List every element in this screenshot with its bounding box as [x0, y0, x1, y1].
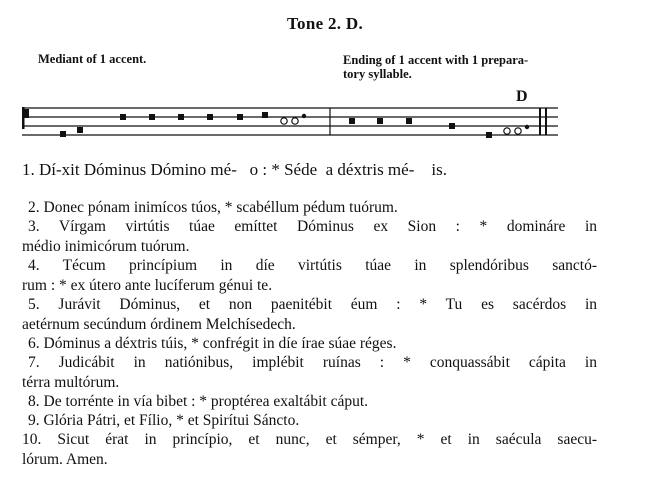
verse-line: 7. Judicábit in natiónibus, implébit ruínas : * conquassábit cápita in	[28, 354, 597, 371]
note	[178, 114, 184, 120]
note	[237, 114, 243, 120]
verse-6	[22, 334, 597, 354]
verse-line: médio inimicórum tuórum.	[22, 238, 190, 255]
verse-line: rum : * ex útero ante lucíferum génui te.	[22, 277, 273, 294]
note	[281, 118, 287, 124]
chant-staff	[0, 100, 650, 150]
note	[149, 114, 155, 120]
verse-line: 3. Vírgam virtútis túae emíttet Dóminus ex Sion : * domináre in	[28, 218, 597, 235]
note	[504, 128, 510, 134]
clef-icon	[22, 107, 25, 129]
note	[486, 132, 492, 138]
note	[302, 114, 306, 118]
note	[525, 125, 529, 129]
verse-line: térra multórum.	[22, 374, 120, 391]
note	[262, 112, 268, 118]
verse-line: 8. De torrénte in vía bibet : * proptérea exaltábit cáput.	[28, 393, 369, 410]
verse-9	[22, 411, 597, 431]
verse-2	[22, 198, 597, 218]
staff-lines	[22, 108, 558, 135]
note	[292, 118, 298, 124]
verse-line: 4. Técum princípium in díe virtútis túae in splendóribus sanctó-	[28, 257, 597, 274]
verse-5	[22, 295, 597, 335]
page-title: Tone 2. D.	[286, 14, 364, 33]
note	[207, 114, 213, 120]
note	[77, 127, 83, 133]
verse-10	[22, 430, 597, 470]
verse-line: lórum. Amen.	[22, 451, 108, 468]
verse-3	[22, 217, 597, 257]
verse-line: 6. Dóminus a déxtris túis, * confrégit in díe írae súae réges.	[28, 335, 397, 352]
note	[349, 118, 355, 124]
mediant-label: Mediant of 1 accent.	[38, 52, 147, 66]
note	[120, 114, 126, 120]
verse-line: 2. Donec pónam inimícos túos, * scabéllum pédum tuórum.	[28, 199, 398, 216]
verse-line: 5. Jurávit Dóminus, et non paenitébit éum : * Tu es sacérdos in	[28, 296, 597, 313]
note	[406, 118, 412, 124]
verse-1	[22, 160, 597, 180]
ending-letter: D	[516, 88, 528, 105]
verse-4	[22, 256, 597, 296]
verse-line: 1. Dí-xit Dóminus Dómino mé- o : * Séde a déxtris mé- is.	[22, 160, 447, 179]
verse-line: 10. Sicut érat in princípio, et nunc, et sémper, * et in saécula saecu-	[22, 431, 597, 448]
note	[515, 128, 521, 134]
note	[377, 118, 383, 124]
verse-7	[22, 353, 597, 393]
verse-8	[22, 392, 597, 412]
note	[60, 131, 66, 137]
ending-label: Ending of 1 accent with 1 prepara- tory syllable.	[343, 53, 529, 81]
verse-line: aetérnum secúndum órdinem Melchísedech.	[22, 316, 296, 333]
verse-line: 9. Glória Pátri, et Fílio, * et Spirítui Sáncto.	[28, 412, 300, 429]
note	[449, 123, 455, 129]
